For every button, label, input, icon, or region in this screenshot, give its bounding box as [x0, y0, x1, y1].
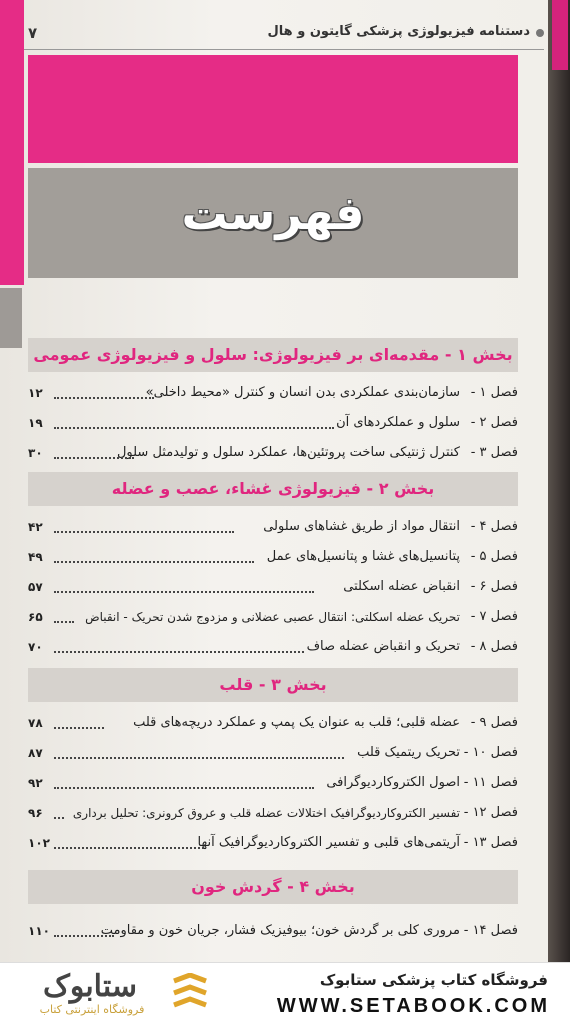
chapter-page: ۴۲ [28, 520, 43, 534]
chapter-title: سلول و عملکردهای آن [336, 415, 460, 430]
shop-name: فروشگاه کتاب پزشکی ستابوک [319, 971, 548, 989]
chapter-title: کنترل ژنتیکی ساخت پروتئین‌ها، عملکرد سلول و تولیدمثل سلول [116, 445, 460, 460]
section-heading: بخش ۲ - فیزیولوژی غشاء، عصب و عضله [28, 472, 518, 506]
toc-entry[interactable] [28, 410, 518, 436]
page-edge-tab [552, 0, 568, 70]
toc-entry[interactable] [28, 800, 518, 826]
chapter-label: فصل ۱ - [470, 385, 518, 400]
title-band [28, 168, 518, 278]
chapter-title: پتانسیل‌های غشا و پتانسیل‌های عمل [266, 549, 460, 564]
chapter-title: تحریک و انقباض عضله صاف [306, 639, 460, 654]
chapter-label: فصل ۷ - [470, 609, 518, 624]
chapter-title: تحریک عضله اسکلتی: انتقال عصبی عضلانی و مزدوج شدن تحریک - انقباض [85, 610, 460, 624]
chapter-title: اصول الکتروکاردیوگرافی [326, 775, 460, 790]
chapter-page: ۵۷ [28, 580, 43, 594]
chapter-page: ۷۰ [28, 640, 43, 654]
chapter-title: انقباض عضله اسکلتی [343, 579, 460, 594]
leader-dots [54, 651, 304, 653]
leader-dots [54, 591, 314, 593]
chapter-page: ۶۵ [28, 610, 43, 624]
page-number: ۷ [28, 24, 38, 42]
chapter-label: فصل ۴ - [470, 519, 518, 534]
chapter-page: ۷۸ [28, 716, 43, 730]
leader-dots [54, 457, 134, 459]
leader-dots [54, 561, 254, 563]
chapter-title: مروری کلی بر گردش خون؛ بیوفیزیک فشار، جریان خون و مقاومت [100, 923, 460, 938]
chapter-label: فصل ۹ - [470, 715, 518, 730]
logo-subtitle: فروشگاه اینترنتی کتاب [39, 1003, 145, 1016]
leader-dots [54, 787, 314, 789]
chapter-page: ۱۹ [28, 416, 43, 430]
chapter-label: فصل ۲ - [470, 415, 518, 430]
leader-dots [54, 757, 344, 759]
leader-dots [54, 531, 234, 533]
watermark-footer [0, 962, 570, 1024]
toc-entry[interactable] [28, 710, 518, 736]
chapter-page: ۹۲ [28, 776, 43, 790]
section-heading: بخش ۳ - قلب [28, 668, 518, 702]
toc-entry[interactable] [28, 830, 518, 856]
chapter-page: ۹۶ [28, 806, 43, 820]
leader-dots [54, 427, 334, 429]
chapter-title: سازمان‌بندی عملکردی بدن انسان و کنترل «محیط داخلی» [145, 385, 460, 400]
toc-entry[interactable] [28, 544, 518, 570]
logo-wordmark: ستابوک [42, 970, 138, 1003]
toc-entry[interactable] [28, 770, 518, 796]
page-title: فهرست [181, 186, 365, 240]
chapter-label: فصل ۸ - [470, 639, 518, 654]
chapter-title: آریتمی‌های قلبی و تفسیر الکتروکاردیوگرافیک آنها [197, 835, 460, 850]
leader-dots [54, 935, 114, 937]
chapter-label: فصل ۱۱ - [463, 775, 518, 790]
toc-entry[interactable] [28, 574, 518, 600]
section-heading: بخش ۱ - مقدمه‌ای بر فیزیولوژی: سلول و فیزیولوژی عمومی [28, 338, 518, 372]
chapter-label: فصل ۱۲ - [463, 805, 518, 820]
chapter-label: فصل ۳ - [470, 445, 518, 460]
chapter-page: ۴۹ [28, 550, 43, 564]
toc-entry[interactable] [28, 514, 518, 540]
left-gray-strip [0, 288, 22, 348]
decorative-pink-band [28, 55, 518, 163]
leader-dots [54, 621, 74, 623]
chapter-title: تحریک ریتمیک قلب [357, 745, 460, 760]
leader-dots [54, 727, 104, 729]
shop-url[interactable]: WWW.SETABOOK.COM [276, 995, 550, 1017]
chapter-page: ۱۲ [28, 386, 43, 400]
toc-entry[interactable] [28, 440, 518, 466]
running-header [24, 24, 544, 50]
leader-dots [54, 397, 154, 399]
chapter-page: ۳۰ [28, 446, 43, 460]
chapter-page: ۸۷ [28, 746, 43, 760]
toc-entry[interactable] [28, 918, 518, 944]
left-pink-strip [0, 0, 24, 285]
chapter-label: فصل ۱۰ - [463, 745, 518, 760]
toc-entry[interactable] [28, 634, 518, 660]
chapter-title: عضله قلبی؛ قلب به عنوان یک پمپ و عملکرد دریچه‌های قلب [133, 715, 460, 730]
chapter-page: ۱۰۲ [28, 836, 50, 850]
leader-dots [54, 847, 204, 849]
chevron-stack-icon [168, 973, 212, 1017]
page-edge [548, 0, 570, 1024]
chapter-label: فصل ۶ - [470, 579, 518, 594]
header-rule [24, 49, 544, 50]
chapter-label: فصل ۱۳ - [463, 835, 518, 850]
chapter-title: تفسیر الکتروکاردیوگرافیک اختلالات عضله قلب و عروق کرونری: تحلیل برداری [72, 806, 460, 820]
toc-entry[interactable] [28, 604, 518, 630]
leader-dots [54, 817, 64, 819]
running-header-title: دستنامه فیزیولوژی پزشکی گایتون و هال [267, 24, 530, 39]
chapter-label: فصل ۵ - [470, 549, 518, 564]
bullet-icon [536, 29, 544, 37]
toc-entry[interactable] [28, 740, 518, 766]
section-heading: بخش ۴ - گردش خون [28, 870, 518, 904]
toc-entry[interactable] [28, 380, 518, 406]
chapter-page: ۱۱۰ [28, 924, 50, 938]
chapter-title: انتقال مواد از طریق غشاهای سلولی [263, 519, 460, 534]
chapter-label: فصل ۱۴ - [463, 923, 518, 938]
